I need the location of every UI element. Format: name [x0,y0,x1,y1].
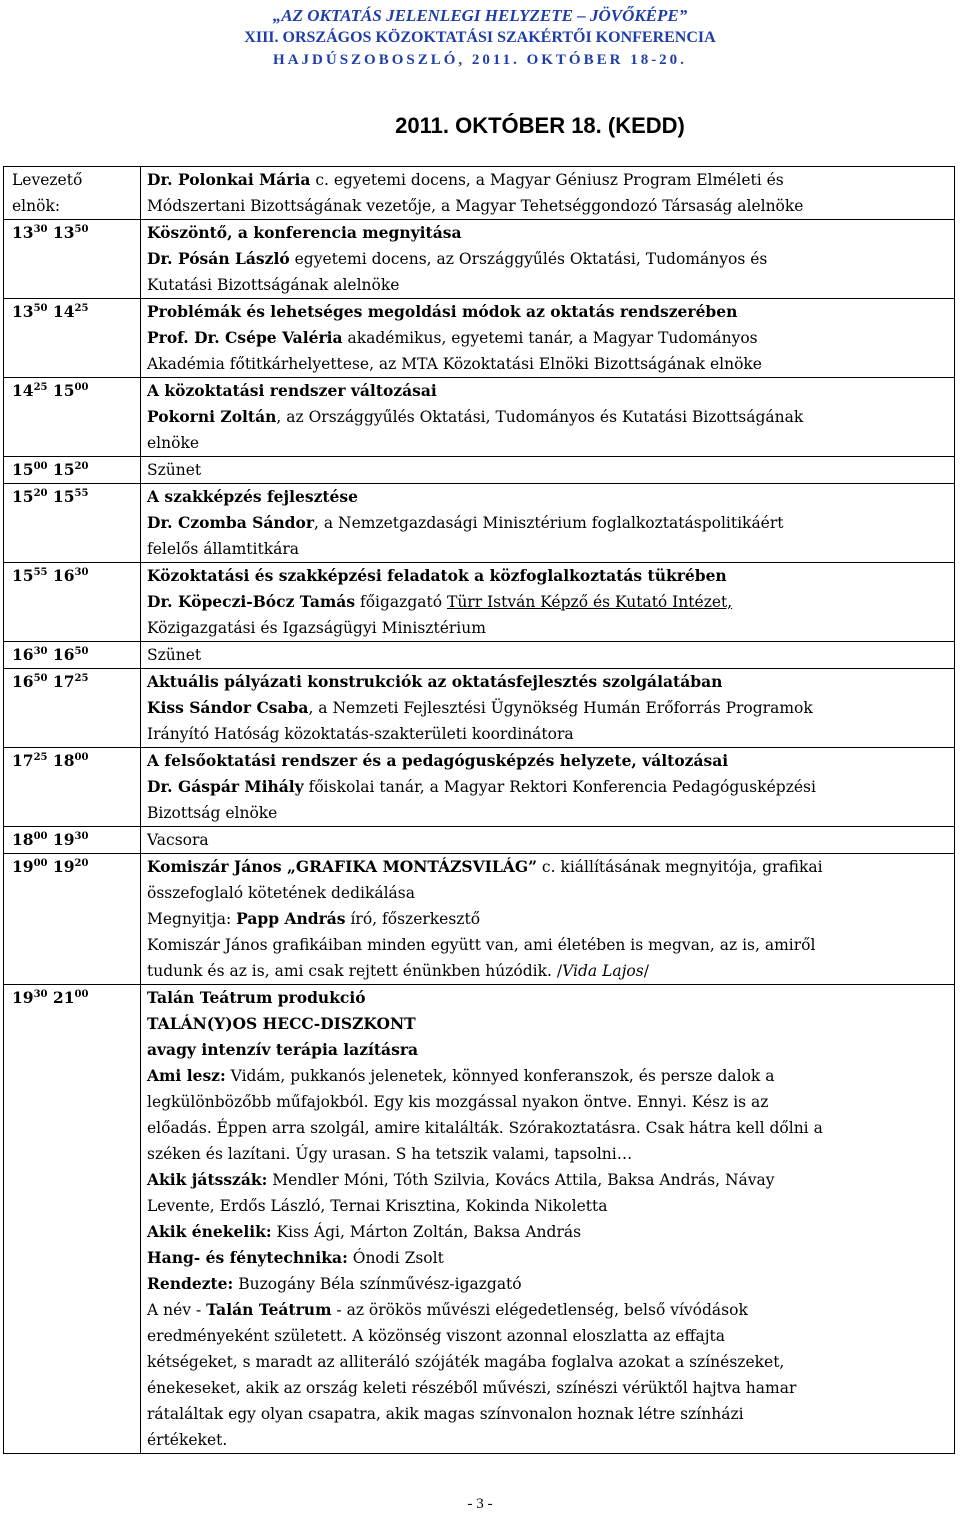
session-title: Aktuális pályázati konstrukciók az oktatásfejlesztés szolgálatában [147,672,723,691]
conference-location-date: HAJDÚSZOBOSZLÓ, 2011. OKTÓBER 18-20. [273,52,687,68]
speaker-name: Dr. Köpeczi-Bócz Tamás [147,592,356,611]
quote-author: Vida Lajos [562,962,644,980]
time-slot: $15^{00}$ $15^{20}$ [4,457,141,484]
conference-title: „AZ OKTATÁS JELENLEGI HELYZETE – JÖVŐKÉPE” [272,6,688,25]
table-row [4,669,955,748]
session-title: Köszöntő, a konferencia megnyitása [147,223,462,242]
time-slot: $15^{55}$ $16^{30}$ [4,563,141,642]
session-title: Komiszár János „GRAFIKA MONTÁZSVILÁG” [147,857,537,876]
chair-label: Levezető elnök: [4,167,141,220]
table-row [4,378,955,457]
session-info: Köszöntő, a konferencia megnyitása Dr. Pósán László egyetemi docens, az Országgyűlés Oktatási, Tudományos és Kutatási Bizottságának alelnöke [141,220,955,299]
session-info: Problémák és lehetséges megoldási módok az oktatás rendszerében Prof. Dr. Csépe Valéria akadémikus, egyetemi tanár, a Magyar Tudományos Akadémia főtitkárhelyettese, az MTA Közoktatási Elnöki Bizottságának elnöke [141,299,955,378]
session-info: A felsőoktatási rendszer és a pedagógusképzés helyzete, változásai Dr. Gáspár Mihály főiskolai tanár, a Magyar Rektori Konferencia Pedagógusképzési Bizottság elnöke [141,748,955,827]
session-title: Talán Teátrum produkció [147,988,366,1007]
time-slot: $14^{25}$ $15^{00}$ [4,378,141,457]
institution-link: Türr István Képző és Kutató Intézet, [446,593,733,611]
session-info: Közoktatási és szakképzési feladatok a közfoglalkoztatás tükrében Dr. Köpeczi-Bócz Tamás főigazgató Türr István Képző és Kutató Intézet, Közigazgatási és Igazságügyi Minisztérium [141,563,955,642]
session-info: A szakképzés fejlesztése Dr. Czomba Sándor, a Nemzetgazdasági Minisztérium foglalkoztatáspolitikáért felelős államtitkára [141,484,955,563]
session-info: A közoktatási rendszer változásai Pokorni Zoltán, az Országgyűlés Oktatási, Tudományos és Kutatási Bizottságának elnöke [141,378,955,457]
time-slot: $16^{50}$ $17^{25}$ [4,669,141,748]
time-slot: $13^{30}$ $13^{50}$ [4,220,141,299]
dinner-label: Vacsora [141,827,955,854]
table-row [4,299,955,378]
page-number: - 3 - [467,1496,493,1512]
session-title: A felsőoktatási rendszer és a pedagógusképzés helyzete, változásai [147,751,729,770]
time-slot: $15^{20}$ $15^{55}$ [4,484,141,563]
chair-info: Dr. Polonkai Mária c. egyetemi docens, a Magyar Géniusz Program Elméleti és Módszertani Bizottságának vezetője, a Magyar Tehetséggondozó Társaság alelnöke [141,167,955,220]
chair-name: Dr. Polonkai Mária [147,170,311,189]
time-slot: $17^{25}$ $18^{00}$ [4,748,141,827]
table-row [4,484,955,563]
show-title: TALÁN(Y)OS HECC-DISZKONT [147,1014,416,1033]
table-row [4,854,955,985]
speaker-name: Prof. Dr. Csépe Valéria [147,328,343,347]
day-heading: 2011. OKTÓBER 18. (KEDD) [395,113,685,138]
table-row [4,985,955,1454]
speaker-name: Dr. Czomba Sándor [147,513,314,532]
session-info: Aktuális pályázati konstrukciók az oktatásfejlesztés szolgálatában Kiss Sándor Csaba, a Nemzeti Fejlesztési Ügynökség Humán Erőforrás Programok Irányító Hatóság közoktatás-szakterületi koordinátora [141,669,955,748]
table-row [4,457,955,484]
time-slot: $13^{50}$ $14^{25}$ [4,299,141,378]
speaker-name: Pokorni Zoltán [147,407,277,426]
speaker-name: Kiss Sándor Csaba [147,698,309,717]
break-label: Szünet [141,642,955,669]
break-label: Szünet [141,457,955,484]
show-subtitle: avagy intenzív terápia lazításra [147,1040,419,1059]
session-title: A szakképzés fejlesztése [147,487,358,506]
table-row [4,748,955,827]
time-slot: $19^{00}$ $19^{20}$ [4,854,141,985]
quote: Komiszár János grafikáiban minden együtt van, ami életében is megvan, az is, amiről [147,936,816,954]
time-slot: $16^{30}$ $16^{50}$ [4,642,141,669]
session-title: Problémák és lehetséges megoldási módok az oktatás rendszerében [147,302,738,321]
table-row [4,220,955,299]
table-row [4,167,955,220]
speaker-name: Papp András [236,909,346,928]
time-slot: $18^{00}$ $19^{30}$ [4,827,141,854]
table-row [4,642,955,669]
time-slot: $19^{30}$ $21^{00}$ [4,985,141,1454]
session-title: Közoktatási és szakképzési feladatok a közfoglalkoztatás tükrében [147,566,727,585]
session-info: Talán Teátrum produkció TALÁN(Y)OS HECC-DISZKONT avagy intenzív terápia lazításra Ami lesz: Vidám, pukkanós jelenetek, könnyed konferanszok, és persze dalok a legkülönbözőbb műfajokból. Egy kis mozgással nyakon öntve. Ennyi. Kész is az előadás. Éppen arra szolgál, amire kitalálták. Szórakoztatásra. Csak hátra kell dőlni a széken és lazítani. Úgy urasan. S ha tetszik valami, tapsolni… Akik játsszák: Mendler Móni, Tóth Szilvia, Kovács Attila, Baksa András, Návay Levente, Erdős László, Ternai Krisztina, Kokinda Nikoletta Akik énekelik: Kiss Ági, Márton Zoltán, Baksa András Hang- és fénytechnika: Ónodi Zsolt Rendezte: Buzogány Béla színművész-igazgató A név - Talán Teátrum - az örökös művészi elégedetlenség, belső vívódások eredményeként született. A közönség viszont azonnal eloszlatta az effajta kétségeket, s maradt az alliteráló szójáték magába foglalva azokat a színészeket, énekeseket, akik az ország keleti részéből művészi, színészi vérüktől hajtva hamar rátaláltak egy olyan csapatra, akik magas színvonalon hoznak létre színházi értékeket. [141,985,955,1454]
program-table [3,166,955,1454]
session-info: Komiszár János „GRAFIKA MONTÁZSVILÁG” c. kiállításának megnyitója, grafikai összefoglaló kötetének dedikálása Megnyitja: Papp András író, főszerkesztő Komiszár János grafikáiban minden együtt van, ami életében is megvan, az is, amiről tudunk és az is, ami csak rejtett énünkben húzódik. /Vida Lajos/ [141,854,955,985]
speaker-name: Dr. Gáspár Mihály [147,777,304,796]
conference-subtitle: XIII. ORSZÁGOS KÖZOKTATÁSI SZAKÉRTŐI KONFERENCIA [244,29,716,46]
speaker-name: Dr. Pósán László [147,249,290,268]
table-row [4,563,955,642]
table-row [4,827,955,854]
session-title: A közoktatási rendszer változásai [147,381,437,400]
